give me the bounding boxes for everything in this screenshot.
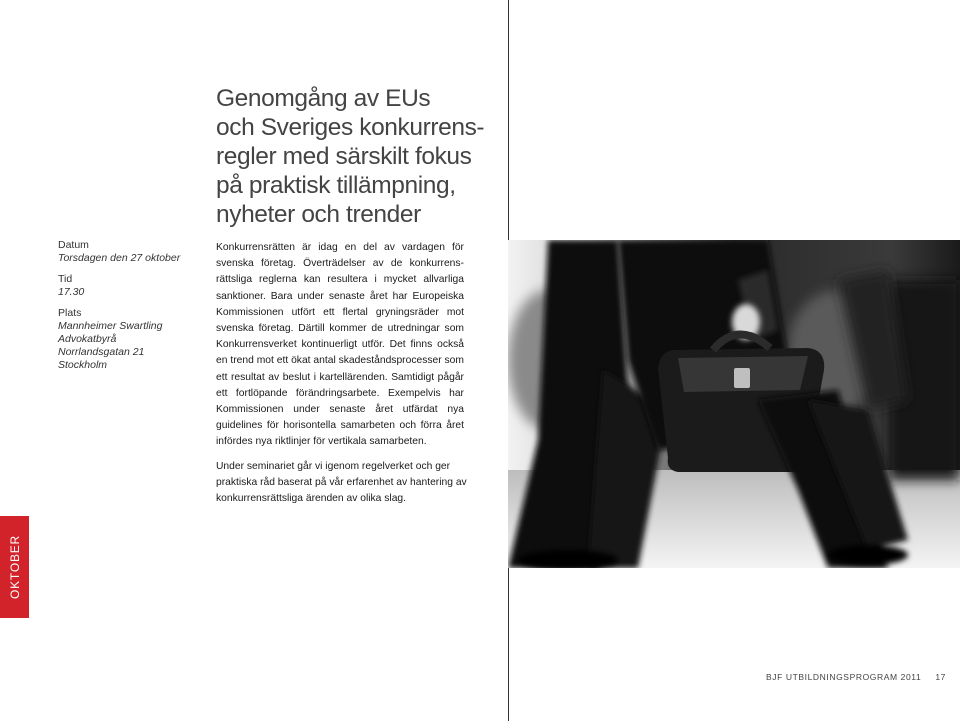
plats-block	[58, 307, 198, 372]
plats-line: Advokatbyrå	[58, 333, 117, 345]
tid-value: 17.30	[58, 286, 85, 298]
month-tab	[0, 516, 29, 618]
page-number: 17	[935, 672, 946, 682]
plats-line: Stockholm	[58, 359, 108, 371]
event-details	[58, 239, 198, 380]
title-line: på praktisk tillämpning,	[216, 172, 456, 199]
plats-line: Norrlandsgatan 21	[58, 346, 145, 358]
datum-value: Torsdagen den 27 oktober	[58, 252, 181, 264]
datum-block	[58, 239, 198, 265]
datum-label: Datum	[58, 239, 89, 251]
title-line: och Sveriges konkurrens-	[216, 114, 485, 141]
photo-illustration	[508, 240, 960, 568]
intro-paragraph: Konkurrensrätten är idag en del av vardagen för svenska företag. Överträdelser av de konkurrens-rättsliga reglerna kan resultera i mycket allvarliga sanktioner. Bara under senaste året har Europeiska Kommissionen utfört ett flertal gryningsräder mot svenska företag. Därtill kommer de utredningar som Konkurrensverket kontinuerligt utför. Det finns också en trend mot ett ökat antal skadeståndsprocesser som ett resultat av beslut i kartellärenden. Samtidigt pågår ett fortlöpande förändringsarbete. Exempelvis har Kommissionen under senaste året utfärdat nya guidelines för horisontella samarbeten och förra året infördes nya riktlinjer för vertikala samarbeten.	[216, 242, 464, 448]
page-title	[216, 84, 506, 229]
tid-label: Tid	[58, 273, 73, 285]
tid-block	[58, 273, 198, 299]
title-line: Genomgång av EUs	[216, 85, 431, 112]
business-people-photo	[508, 240, 960, 568]
title-line: nyheter och trender	[216, 201, 421, 228]
plats-label: Plats	[58, 307, 82, 319]
page-footer	[766, 672, 946, 682]
title-line: regler med särskilt fokus	[216, 143, 472, 170]
month-tab-label: OKTOBER	[7, 534, 22, 600]
seminar-paragraph: Under seminariet går vi igenom regelverket och ger praktiska råd baserat på vår erfarenhet av hantering av konkurrensrättsliga ärenden av olika slag.	[216, 461, 467, 505]
plats-line: Mannheimer Swartling	[58, 320, 163, 332]
footer-program: BJF UTBILDNINGSPROGRAM 2011	[765, 672, 922, 682]
